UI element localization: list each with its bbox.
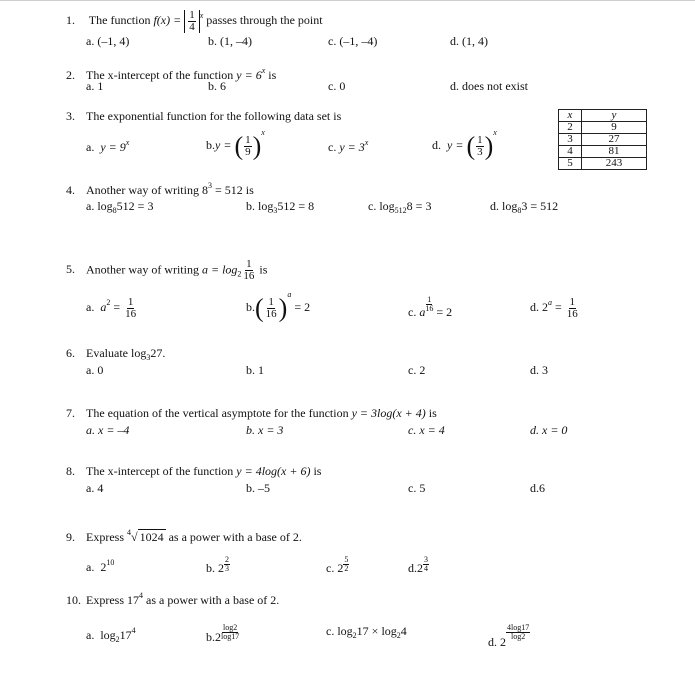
- q9-option-d[interactable]: d.2 $\frac{3}{4}$: [408, 555, 428, 575]
- data-table: [558, 109, 647, 170]
- table-header-y: y: [582, 110, 647, 122]
- q3-option-a[interactable]: a. $y = 9^x$: [86, 138, 130, 154]
- q6-option-c[interactable]: c. 2: [408, 363, 426, 377]
- question-10: 10. Express $17^4$ as a power with a base of 2.: [66, 591, 280, 607]
- q4-option-b[interactable]: b. $\log_3512 = 8$: [246, 199, 315, 215]
- q2-option-d[interactable]: d. does not exist: [450, 79, 528, 93]
- q9-option-a[interactable]: a. $2^{10}$: [86, 558, 115, 574]
- q8-option-d[interactable]: d.6: [530, 481, 545, 495]
- q7-option-c[interactable]: c. x = 4: [408, 423, 445, 437]
- bracket: $\frac{1}{4}$: [184, 10, 200, 33]
- q1-option-c[interactable]: c. (–1, –4): [328, 34, 378, 48]
- table-row: 2 9: [559, 122, 647, 134]
- q10-option-a[interactable]: a. $\log_217^4$: [86, 626, 136, 644]
- table-row: 4 81: [559, 146, 647, 158]
- table-header-x: x: [559, 110, 582, 122]
- question-5: 5. Another way of writing $a = \log_2$ $\frac{1}{16}$ is: [66, 258, 268, 282]
- q4-option-a[interactable]: a. $\log_8512 = 3$: [86, 199, 154, 215]
- q8-option-b[interactable]: b. –5: [246, 481, 270, 495]
- q2-option-a[interactable]: a. 1: [86, 79, 104, 93]
- q3-option-d[interactable]: d. y = ( $\frac{1}{3}$ )$^x$: [432, 128, 497, 161]
- q2-option-b[interactable]: b. 6: [208, 79, 226, 93]
- q3-option-b[interactable]: b.y = ( $\frac{1}{9}$ )$^x$: [206, 128, 265, 161]
- question-6: 6. Evaluate $\log_327$.: [66, 346, 166, 362]
- table-row: 5 243: [559, 158, 647, 170]
- q1-option-a[interactable]: a. (–1, 4): [86, 34, 130, 48]
- q4-option-d[interactable]: d. $\log_83 = 512$: [490, 199, 559, 215]
- question-2: 2. The x-intercept of the function $y = 6^x$ is: [66, 66, 277, 82]
- question-4: 4. Another way of writing $8^3 = 512$ is: [66, 181, 254, 197]
- q8-option-a[interactable]: a. 4: [86, 481, 104, 495]
- q7-option-b[interactable]: b. x = 3: [246, 423, 284, 437]
- question-1: 1. The function f(x) = $\frac{1}{4}$ $^x$ passes through the point: [66, 8, 323, 33]
- q10-option-b[interactable]: b.2 $\frac{\log 2}{\log 17}$: [206, 623, 240, 644]
- q5-option-b[interactable]: b.( $\frac{1}{16}$ )$^a$ = 2: [246, 290, 311, 323]
- q5-option-d[interactable]: d. $2^a$ = $\frac{1}{16}$: [530, 295, 578, 320]
- q1-option-d[interactable]: d. (1, 4): [450, 34, 488, 48]
- q6-option-b[interactable]: b. 1: [246, 363, 264, 377]
- q9-option-b[interactable]: b. 2 $\frac{2}{3}$: [206, 555, 229, 575]
- q7-option-a[interactable]: a. x = –4: [86, 423, 130, 437]
- table-row: 3 27: [559, 134, 647, 146]
- q1-option-b[interactable]: b. (1, –4): [208, 34, 252, 48]
- q9-option-c[interactable]: c. 2 $\frac{5}{2}$: [326, 555, 349, 575]
- question-9: 9. Express $^4$√ 1024 as a power with a base of 2.: [66, 528, 302, 544]
- q3-option-c[interactable]: c. $y = 3^x$: [328, 138, 369, 154]
- question-7: 7. The equation of the vertical asymptote for the function y = 3log(x + 4) is: [66, 406, 437, 420]
- q6-option-d[interactable]: d. 3: [530, 363, 548, 377]
- q10-option-c[interactable]: c. $\log_217 \times \log_24$: [326, 624, 407, 640]
- question-8: 8. The x-intercept of the function y = 4log(x + 6) is: [66, 464, 322, 478]
- q6-option-a[interactable]: a. 0: [86, 363, 104, 377]
- q7-option-d[interactable]: d. x = 0: [530, 423, 568, 437]
- q5-option-c[interactable]: c. a $\frac{1}{16}$ = 2: [408, 295, 453, 319]
- q5-option-a[interactable]: a. $a^2$ = $\frac{1}{16}$: [86, 295, 137, 320]
- q2-option-c[interactable]: c. 0: [328, 79, 346, 93]
- top-border: [0, 0, 695, 1]
- question-3: 3. The exponential function for the following data set is: [66, 109, 342, 123]
- q4-option-c[interactable]: c. $\log_{512}8 = 3$: [368, 199, 432, 215]
- q10-option-d[interactable]: d. 2 $\frac{4\log 17}{\log 2}$: [488, 623, 530, 649]
- q8-option-c[interactable]: c. 5: [408, 481, 426, 495]
